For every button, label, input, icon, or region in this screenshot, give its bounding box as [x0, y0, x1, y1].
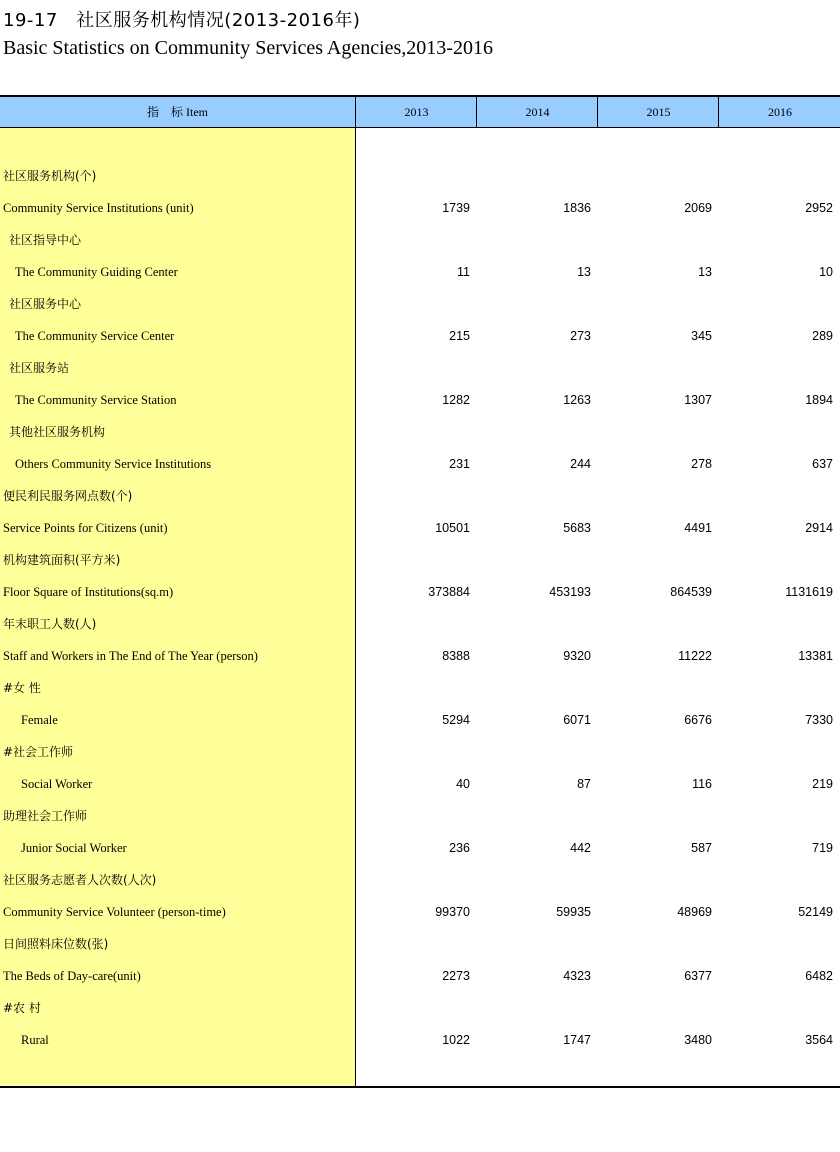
- item-label-cn: 机构建筑面积(平方米): [3, 553, 121, 567]
- table-row: [0, 192, 840, 224]
- value-cell-2014: 1263: [563, 393, 591, 407]
- value-cell-2015: 4491: [684, 521, 712, 535]
- table-row-cn-label: [0, 928, 840, 960]
- page-title-chinese: 19-17 社区服务机构情况(2013-2016年): [3, 10, 361, 31]
- value-cell-2015: 11222: [678, 649, 712, 663]
- value-cell-2014: 6071: [563, 713, 591, 727]
- value-cell-2016: 10: [819, 265, 833, 279]
- value-cell-2016: 2914: [805, 521, 833, 535]
- table-row-cn-label: [0, 224, 840, 256]
- value-cell-2014: 13: [577, 265, 591, 279]
- value-cell-2014: 5683: [563, 521, 591, 535]
- value-cell-2016: 637: [812, 457, 833, 471]
- value-cell-2016: 1131619: [785, 585, 833, 599]
- item-label-en: Junior Social Worker: [21, 841, 127, 855]
- table-row-cn-label: [0, 672, 840, 704]
- value-cell-2013: 5294: [442, 713, 470, 727]
- item-label-en: Floor Square of Institutions(sq.m): [3, 585, 174, 599]
- item-label-en: Staff and Workers in The End of The Year (person): [3, 649, 258, 663]
- item-label-en: Others Community Service Institutions: [15, 457, 212, 471]
- value-cell-2014: 453193: [549, 585, 591, 599]
- table-row: [0, 384, 840, 416]
- header-year-2013: 2013: [355, 97, 477, 127]
- item-label-en: Social Worker: [21, 777, 93, 791]
- value-cell-2016: 719: [812, 841, 833, 855]
- value-cell-2014: 9320: [563, 649, 591, 663]
- value-cell-2016: 2952: [805, 201, 833, 215]
- value-cell-2014: 4323: [563, 969, 591, 983]
- value-cell-2014: 273: [570, 329, 591, 343]
- value-cell-2014: 87: [577, 777, 591, 791]
- value-cell-2013: 10501: [435, 521, 470, 535]
- item-label-en: Service Points for Citizens (unit): [3, 521, 168, 535]
- table-row: [0, 448, 840, 480]
- table-row-cn-label: [0, 992, 840, 1024]
- header-year-2016: 2016: [718, 97, 840, 127]
- item-label-cn: 社区指导中心: [9, 233, 82, 247]
- table-row: [0, 768, 840, 800]
- table-header: [0, 97, 840, 128]
- value-cell-2016: 13381: [798, 649, 833, 663]
- value-cell-2016: 1894: [805, 393, 833, 407]
- header-item-en: Item: [186, 105, 208, 119]
- value-cell-2015: 48969: [677, 905, 712, 919]
- item-label-cn: 助理社会工作师: [3, 809, 88, 823]
- table-row: [0, 512, 840, 544]
- value-cell-2014: 244: [570, 457, 591, 471]
- table-row: [0, 960, 840, 992]
- table-row: [0, 256, 840, 288]
- item-label-cn: 社区服务站: [9, 361, 70, 375]
- value-cell-2013: 40: [456, 777, 470, 791]
- item-label-en: Rural: [21, 1033, 49, 1047]
- page-title-english: Basic Statistics on Community Services Agencies,2013-2016: [3, 37, 493, 59]
- item-label-en: The Community Guiding Center: [15, 265, 178, 279]
- value-cell-2015: 2069: [684, 201, 712, 215]
- header-item-cell: [0, 97, 355, 127]
- value-cell-2016: 6482: [805, 969, 833, 983]
- item-label-cn: 社区服务中心: [9, 297, 82, 311]
- value-cell-2014: 1747: [563, 1033, 591, 1047]
- table-row: [0, 704, 840, 736]
- table-row-cn-label: [0, 480, 840, 512]
- header-year-2015: 2015: [597, 97, 719, 127]
- value-cell-2013: 1739: [442, 201, 470, 215]
- table-bottom-rule: [0, 1086, 840, 1088]
- table-row: [0, 576, 840, 608]
- item-label-cn: 其他社区服务机构: [9, 425, 106, 439]
- table-row-cn-label: [0, 736, 840, 768]
- table-row-cn-label: [0, 864, 840, 896]
- value-cell-2015: 13: [698, 265, 712, 279]
- value-cell-2013: 236: [449, 841, 470, 855]
- item-label-cn: 年末职工人数(人): [3, 617, 97, 631]
- item-label-en: The Community Service Station: [15, 393, 177, 407]
- value-cell-2015: 6676: [684, 713, 712, 727]
- value-cell-2015: 116: [692, 777, 712, 791]
- table-row-cn-label: [0, 288, 840, 320]
- item-label-en: Community Service Institutions (unit): [3, 201, 194, 215]
- item-label-cn: #女 性: [3, 681, 41, 695]
- value-cell-2016: 219: [812, 777, 833, 791]
- value-cell-2015: 3480: [684, 1033, 712, 1047]
- value-cell-2013: 1022: [442, 1033, 470, 1047]
- value-cell-2016: 52149: [798, 905, 833, 919]
- item-label-cn: 社区服务志愿者人次数(人次): [3, 873, 157, 887]
- item-label-en: Female: [21, 713, 58, 727]
- item-label-cn: 社区服务机构(个): [3, 169, 97, 183]
- header-item-cn: 指 标: [146, 105, 183, 119]
- item-label-cn: #农 村: [3, 1001, 41, 1015]
- value-cell-2015: 1307: [684, 393, 712, 407]
- table-row-cn-label: [0, 160, 840, 192]
- value-cell-2015: 345: [691, 329, 712, 343]
- table-row-cn-label: [0, 608, 840, 640]
- table-row: [0, 896, 840, 928]
- value-cell-2015: 864539: [670, 585, 712, 599]
- table-row: [0, 640, 840, 672]
- value-cell-2016: 7330: [805, 713, 833, 727]
- value-cell-2013: 373884: [428, 585, 470, 599]
- value-cell-2013: 11: [457, 265, 470, 279]
- value-cell-2014: 442: [570, 841, 591, 855]
- item-label-cn: 日间照料床位数(张): [3, 937, 109, 951]
- table-row-cn-label: [0, 544, 840, 576]
- item-label-cn: 便民利民服务网点数(个): [3, 489, 133, 503]
- value-cell-2013: 231: [449, 457, 470, 471]
- table-row-cn-label: [0, 800, 840, 832]
- value-cell-2014: 1836: [563, 201, 591, 215]
- value-cell-2016: 289: [812, 329, 833, 343]
- value-cell-2013: 215: [449, 329, 470, 343]
- value-cell-2013: 2273: [442, 969, 470, 983]
- value-cell-2014: 59935: [556, 905, 591, 919]
- table-row-cn-label: [0, 416, 840, 448]
- value-cell-2015: 587: [691, 841, 712, 855]
- item-label-en: The Community Service Center: [15, 329, 175, 343]
- table-row: [0, 320, 840, 352]
- value-cell-2016: 3564: [805, 1033, 833, 1047]
- table-row: [0, 832, 840, 864]
- value-cell-2013: 1282: [442, 393, 470, 407]
- item-label-cn: #社会工作师: [3, 745, 74, 759]
- value-cell-2015: 278: [691, 457, 712, 471]
- item-label-en: The Beds of Day-care(unit): [3, 969, 141, 983]
- value-cell-2015: 6377: [684, 969, 712, 983]
- table-row-cn-label: [0, 352, 840, 384]
- header-year-2014: 2014: [476, 97, 598, 127]
- value-cell-2013: 99370: [435, 905, 470, 919]
- item-label-en: Community Service Volunteer (person-time): [3, 905, 226, 919]
- table-row: [0, 1024, 840, 1056]
- value-cell-2013: 8388: [442, 649, 470, 663]
